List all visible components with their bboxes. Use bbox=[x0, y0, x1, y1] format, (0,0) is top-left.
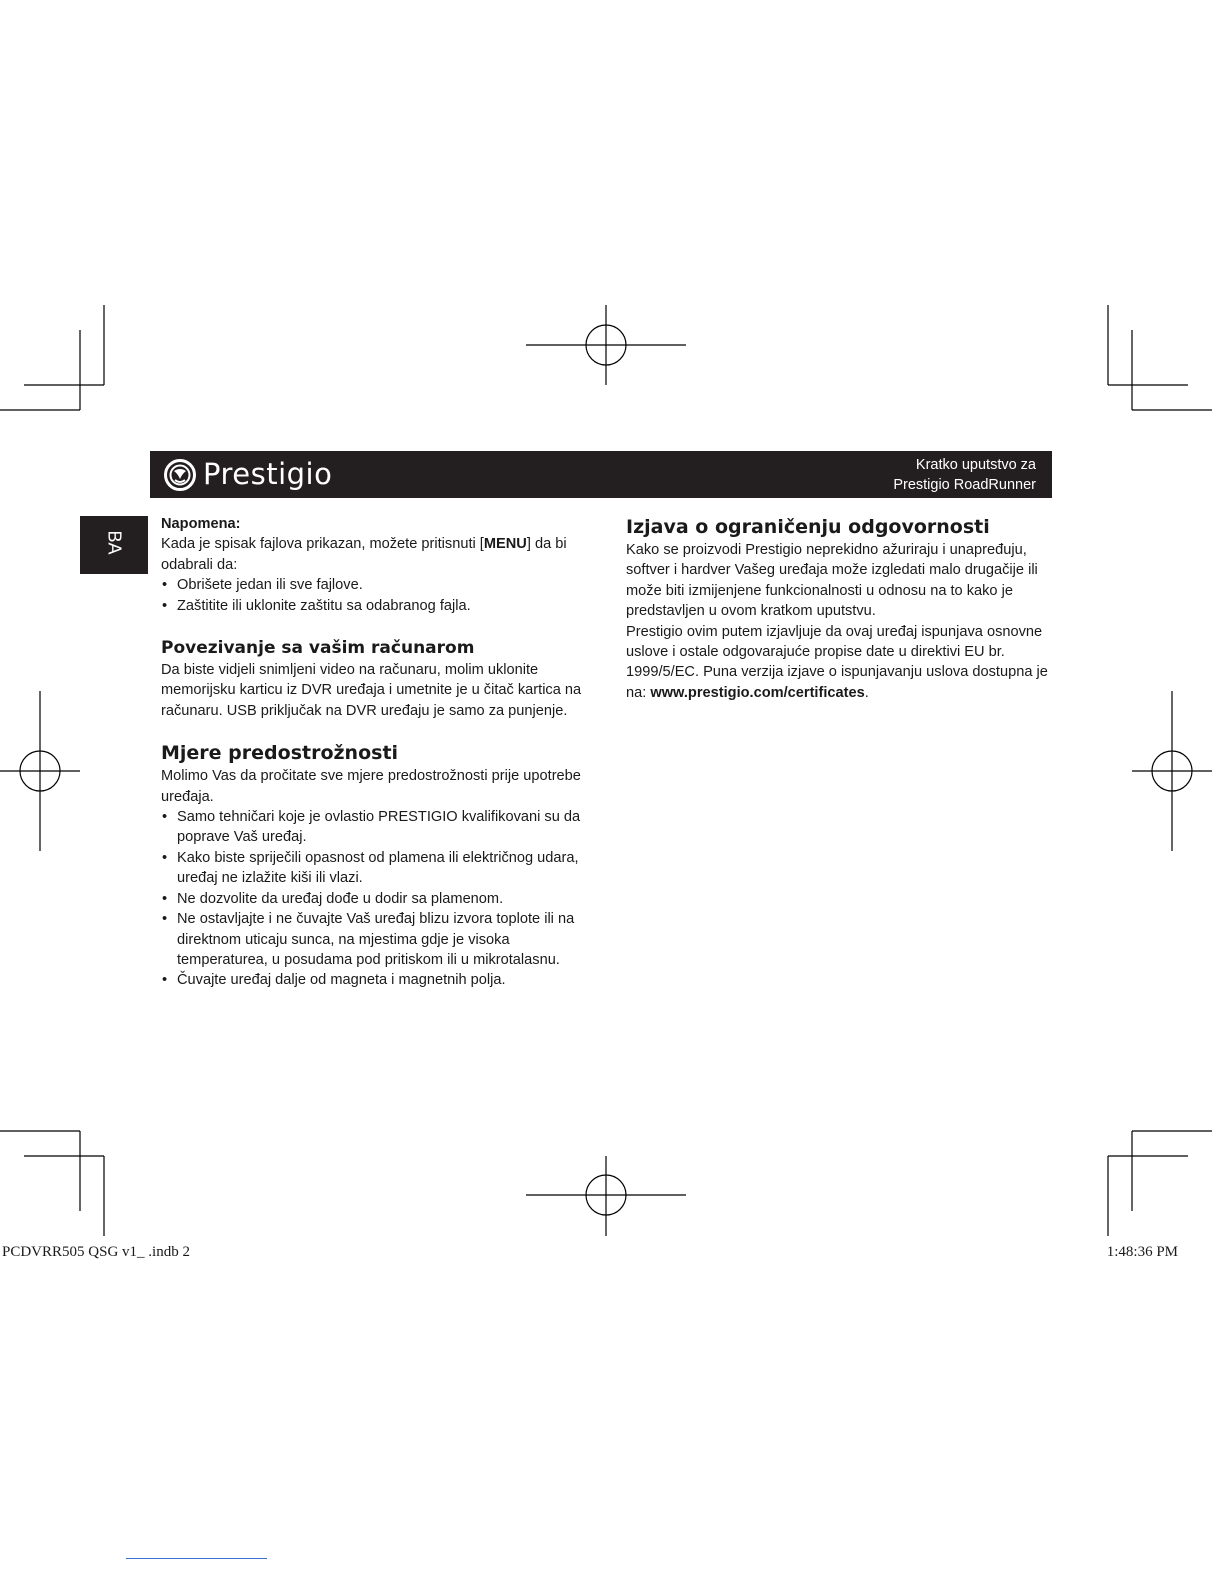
document-title bbox=[893, 455, 1036, 495]
precautions-heading: Mjere predostrožnosti bbox=[161, 742, 399, 765]
list-item: • Zaštitite ili uklonite zaštitu sa odabranog fajla. bbox=[161, 596, 586, 616]
disclaimer-section bbox=[626, 514, 1056, 703]
right-column bbox=[626, 514, 1056, 703]
title-line-2: Prestigio RoadRunner bbox=[893, 477, 1036, 493]
list-item: • Ne ostavljajte i ne čuvajte Vaš uređaj blizu izvora toplote ili na direktnom uticaju sunca, na mjestima gdje je visoka temperaturea, u posudama pod pritiskom ili u mikrotalasnu. bbox=[161, 909, 586, 970]
note-text bbox=[161, 534, 586, 575]
language-tab bbox=[80, 516, 148, 574]
menu-key: MENU bbox=[483, 536, 527, 553]
disclaimer-heading: Izjava o ograničenju odgovornosti bbox=[626, 516, 990, 538]
title-line-1: Kratko uputstvo za bbox=[915, 457, 1036, 473]
note-text-after: ] da bi odabrali da: bbox=[161, 536, 567, 573]
precautions-section bbox=[161, 740, 586, 990]
bottom-divider bbox=[126, 1558, 267, 1559]
connect-heading: Povezivanje sa vašim računarom bbox=[161, 638, 475, 659]
language-code: BA bbox=[104, 530, 125, 555]
list-item: • Čuvajte uređaj dalje od magneta i magnetnih polja. bbox=[161, 970, 586, 990]
note-list bbox=[161, 575, 586, 616]
brand-name: Prestigio bbox=[203, 457, 333, 491]
left-column bbox=[161, 514, 586, 991]
list-item: • Obrišete jedan ili sve fajlove. bbox=[161, 575, 586, 595]
disclaimer-para-2-text: Prestigio ovim putem izjavljuje da ovaj uređaj ispunjava osnovne uslove i ostale odgovarajuće propise date u direktivi EU br. 1999/5/EC. Puna verzija izjave o ispunjavanju uslova dostupna je na: bbox=[626, 623, 1048, 701]
footer-time: 1:48:36 PM bbox=[1106, 1244, 1178, 1260]
connect-section bbox=[161, 636, 586, 721]
note-title: Napomena: bbox=[161, 516, 241, 532]
note-text-before: Kada je spisak fajlova prikazan, možete pritisnuti [ bbox=[161, 536, 484, 553]
precautions-list bbox=[161, 807, 586, 991]
note-section bbox=[161, 514, 586, 616]
connect-text: Da biste vidjeli snimljeni video na računaru, molim uklonite memorijsku karticu iz DVR uređaja i umetnite je u čitač kartica na računaru. USB priključak na DVR uređaju je samo za punjenje. bbox=[161, 662, 582, 719]
disclaimer-para-2-end: . bbox=[864, 684, 869, 701]
disclaimer-para-2 bbox=[626, 622, 1056, 704]
prestigio-emblem-icon bbox=[163, 458, 197, 492]
footer-file-info: PCDVRR505 QSG v1_ .indb 2 bbox=[2, 1244, 190, 1260]
list-item: • Kako biste spriječili opasnost od plamena ili električnog udara, uređaj ne izlažite kiši ili vlazi. bbox=[161, 848, 586, 889]
brand-logo bbox=[163, 456, 332, 493]
list-item: • Samo tehničari koje je ovlastio PRESTIGIO kvalifikovani su da poprave Vaš uređaj. bbox=[161, 807, 586, 848]
header-bar bbox=[150, 451, 1052, 498]
disclaimer-para-1: Kako se proizvodi Prestigio neprekidno ažuriraju i unapređuju, softver i hardver Vašeg uređaja može izgledati malo drugačije ili može biti izmijenjene funkcionalnosti u odnosu na to kako je predstavljen u ovom kratkom uputstvu. bbox=[626, 542, 1038, 620]
list-item: • Ne dozvolite da uređaj dođe u dodir sa plamenom. bbox=[161, 889, 586, 909]
precautions-intro: Molimo Vas da pročitate sve mjere predostrožnosti prije upotrebe uređaja. bbox=[161, 768, 581, 805]
certificates-link[interactable]: www.prestigio.com/certificates bbox=[650, 684, 865, 701]
